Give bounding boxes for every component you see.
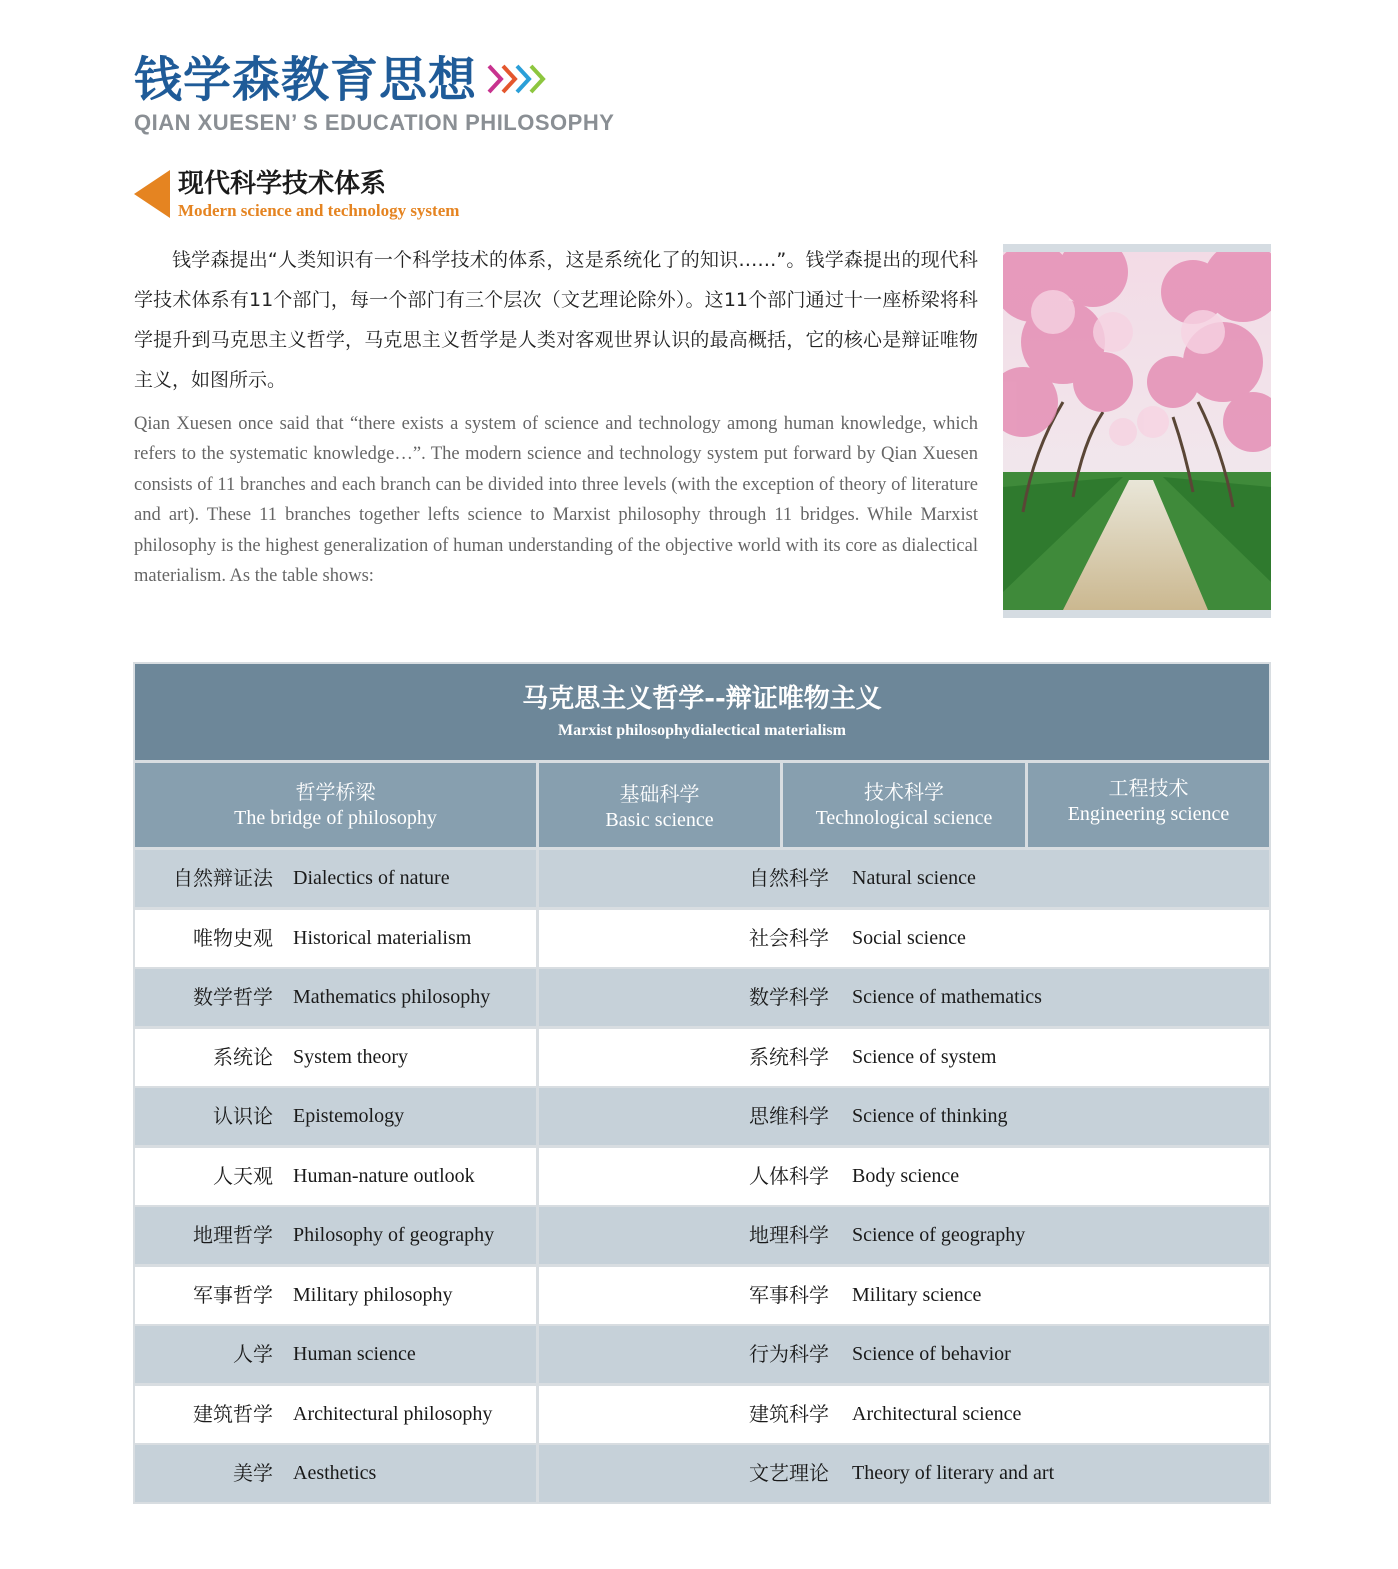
table-row [135, 1386, 1269, 1443]
column-header-engineering [1028, 763, 1269, 847]
column-header-bridge [135, 763, 536, 847]
science-cn: 建筑科学 [749, 1402, 829, 1426]
column-header-cn: 基础科学 [619, 782, 700, 806]
bridge-en: Historical materialism [293, 927, 472, 949]
bridge-cell [135, 969, 536, 1026]
table-row [135, 1326, 1269, 1383]
science-cn: 数学科学 [749, 985, 829, 1009]
paragraph-cn: 钱学森提出“人类知识有一个科学技术的体系，这是系统化了的知识……”。钱学森提出的现代科学技术体系有11个部门，每一个部门有三个层次（文艺理论除外）。这11个部门通过十一座桥梁将科学提升到马克思主义哲学，马克思主义哲学是人类对客观世界认识的最高概括，它的核心是辩证唯物主义，如图所示。 [134, 249, 978, 391]
bridge-cell [135, 1148, 536, 1205]
bridge-cn: 自然辩证法 [173, 866, 273, 890]
bridge-cell [135, 1207, 536, 1264]
table-title-cn: 马克思主义哲学--辩证唯物主义 [522, 684, 882, 714]
science-en: Social science [852, 927, 966, 949]
science-en: Theory of literary and art [852, 1462, 1055, 1484]
table-row [135, 910, 1269, 967]
science-en: Body science [852, 1165, 960, 1187]
science-en: Architectural science [852, 1403, 1022, 1425]
science-cell [539, 1445, 1269, 1502]
bridge-cn: 军事哲学 [193, 1283, 273, 1307]
table-row [135, 1267, 1269, 1324]
table-title-en: Marxist philosophydialectical materialism [558, 722, 846, 739]
science-en: Natural science [852, 867, 976, 889]
bridge-en: Epistemology [293, 1105, 405, 1127]
table-title [135, 664, 1269, 760]
table-row [135, 1148, 1269, 1205]
science-en: Science of geography [852, 1224, 1026, 1246]
bridge-en: Philosophy of geography [293, 1224, 495, 1246]
bridge-cn: 认识论 [213, 1104, 273, 1128]
column-header-en: Engineering science [1067, 803, 1230, 825]
bridge-cell [135, 1326, 536, 1383]
table-row [135, 1445, 1269, 1502]
science-cn: 思维科学 [749, 1104, 829, 1128]
science-cn: 自然科学 [749, 866, 829, 890]
bridge-cell [135, 1029, 536, 1086]
science-cn: 行为科学 [749, 1342, 829, 1366]
science-cn: 地理科学 [749, 1223, 829, 1247]
section-arrow-icon [134, 170, 170, 218]
table-row [135, 1088, 1269, 1145]
science-cell [539, 1267, 1269, 1324]
science-cell [539, 969, 1269, 1026]
bridge-cn: 人天观 [213, 1164, 273, 1188]
page-title-cn: 钱学森教育思想 [134, 52, 478, 108]
column-header-cn: 工程技术 [1108, 776, 1189, 800]
science-en: Military science [852, 1284, 982, 1306]
bridge-cell [135, 850, 536, 907]
page-title-en: QIAN XUESEN’ S EDUCATION PHILOSOPHY [134, 110, 615, 135]
science-cell [539, 1029, 1269, 1086]
table-row [135, 1029, 1269, 1086]
science-cn: 社会科学 [749, 926, 829, 950]
chevron-arrows-icon [487, 62, 553, 96]
science-cn: 文艺理论 [749, 1461, 829, 1485]
science-cn: 系统科学 [749, 1045, 829, 1069]
science-en: Science of behavior [852, 1343, 1011, 1365]
science-en: Science of system [852, 1046, 997, 1068]
column-header-en: The bridge of philosophy [234, 807, 437, 829]
bridge-cn: 数学哲学 [193, 985, 273, 1009]
science-en: Science of thinking [852, 1105, 1008, 1127]
bridge-cn: 建筑哲学 [193, 1402, 273, 1426]
bridge-cell [135, 1445, 536, 1502]
science-system-table [133, 662, 1271, 1504]
science-cell [539, 850, 1269, 907]
bridge-cn: 美学 [233, 1461, 273, 1485]
table-row [135, 1207, 1269, 1264]
bridge-cn: 地理哲学 [193, 1223, 273, 1247]
bridge-cell [135, 1088, 536, 1145]
bridge-cn: 人学 [233, 1342, 273, 1366]
bridge-en: Aesthetics [293, 1462, 377, 1484]
column-header-technological [783, 763, 1025, 847]
column-header-cn: 哲学桥梁 [295, 780, 376, 804]
bridge-cn: 唯物史观 [193, 926, 273, 950]
bridge-en: Mathematics philosophy [293, 986, 491, 1008]
science-cell [539, 1386, 1269, 1443]
bridge-en: Human-nature outlook [293, 1165, 475, 1187]
science-en: Science of mathematics [852, 986, 1042, 1008]
bridge-cell [135, 910, 536, 967]
science-cn: 人体科学 [749, 1164, 829, 1188]
bridge-en: Military philosophy [293, 1284, 453, 1306]
bridge-en: Architectural philosophy [293, 1403, 493, 1425]
science-cell [539, 1207, 1269, 1264]
bridge-cell [135, 1267, 536, 1324]
column-header-cn: 技术科学 [864, 780, 944, 804]
science-cell [539, 1326, 1269, 1383]
bridge-cn: 系统论 [213, 1045, 273, 1069]
science-cell [539, 1088, 1269, 1145]
section-title-cn: 现代科学技术体系 [178, 169, 387, 199]
bridge-cell [135, 1386, 536, 1443]
table-row [135, 850, 1269, 907]
section-title-en: Modern science and technology system [178, 201, 460, 220]
science-cell [539, 1148, 1269, 1205]
column-header-en: Basic science [605, 809, 714, 831]
bridge-en: System theory [293, 1046, 408, 1068]
cherry-blossom-path-photo [1003, 252, 1271, 610]
bridge-en: Human science [293, 1343, 416, 1365]
table-row [135, 969, 1269, 1026]
column-header-basic [539, 763, 780, 847]
science-cn: 军事科学 [749, 1283, 829, 1307]
bridge-en: Dialectics of nature [293, 867, 450, 889]
column-header-en: Technological science [815, 807, 993, 829]
science-cell [539, 910, 1269, 967]
paragraph-en: Qian Xuesen once said that “there exists a system of science and technology among human knowledge, which refers to the systematic knowledge…”. The modern science and technology system put forward by Qian Xuesen consists of 11 branches and each branch can be divided into three levels (with the exception of theory of literature and art). These 11 branches together lefts science to Marxist philosophy through 11 bridges. While Marxist philosophy is the highest generalization of human understanding of the objective world with its core as dialectical materialism. As the table shows: [134, 414, 978, 587]
